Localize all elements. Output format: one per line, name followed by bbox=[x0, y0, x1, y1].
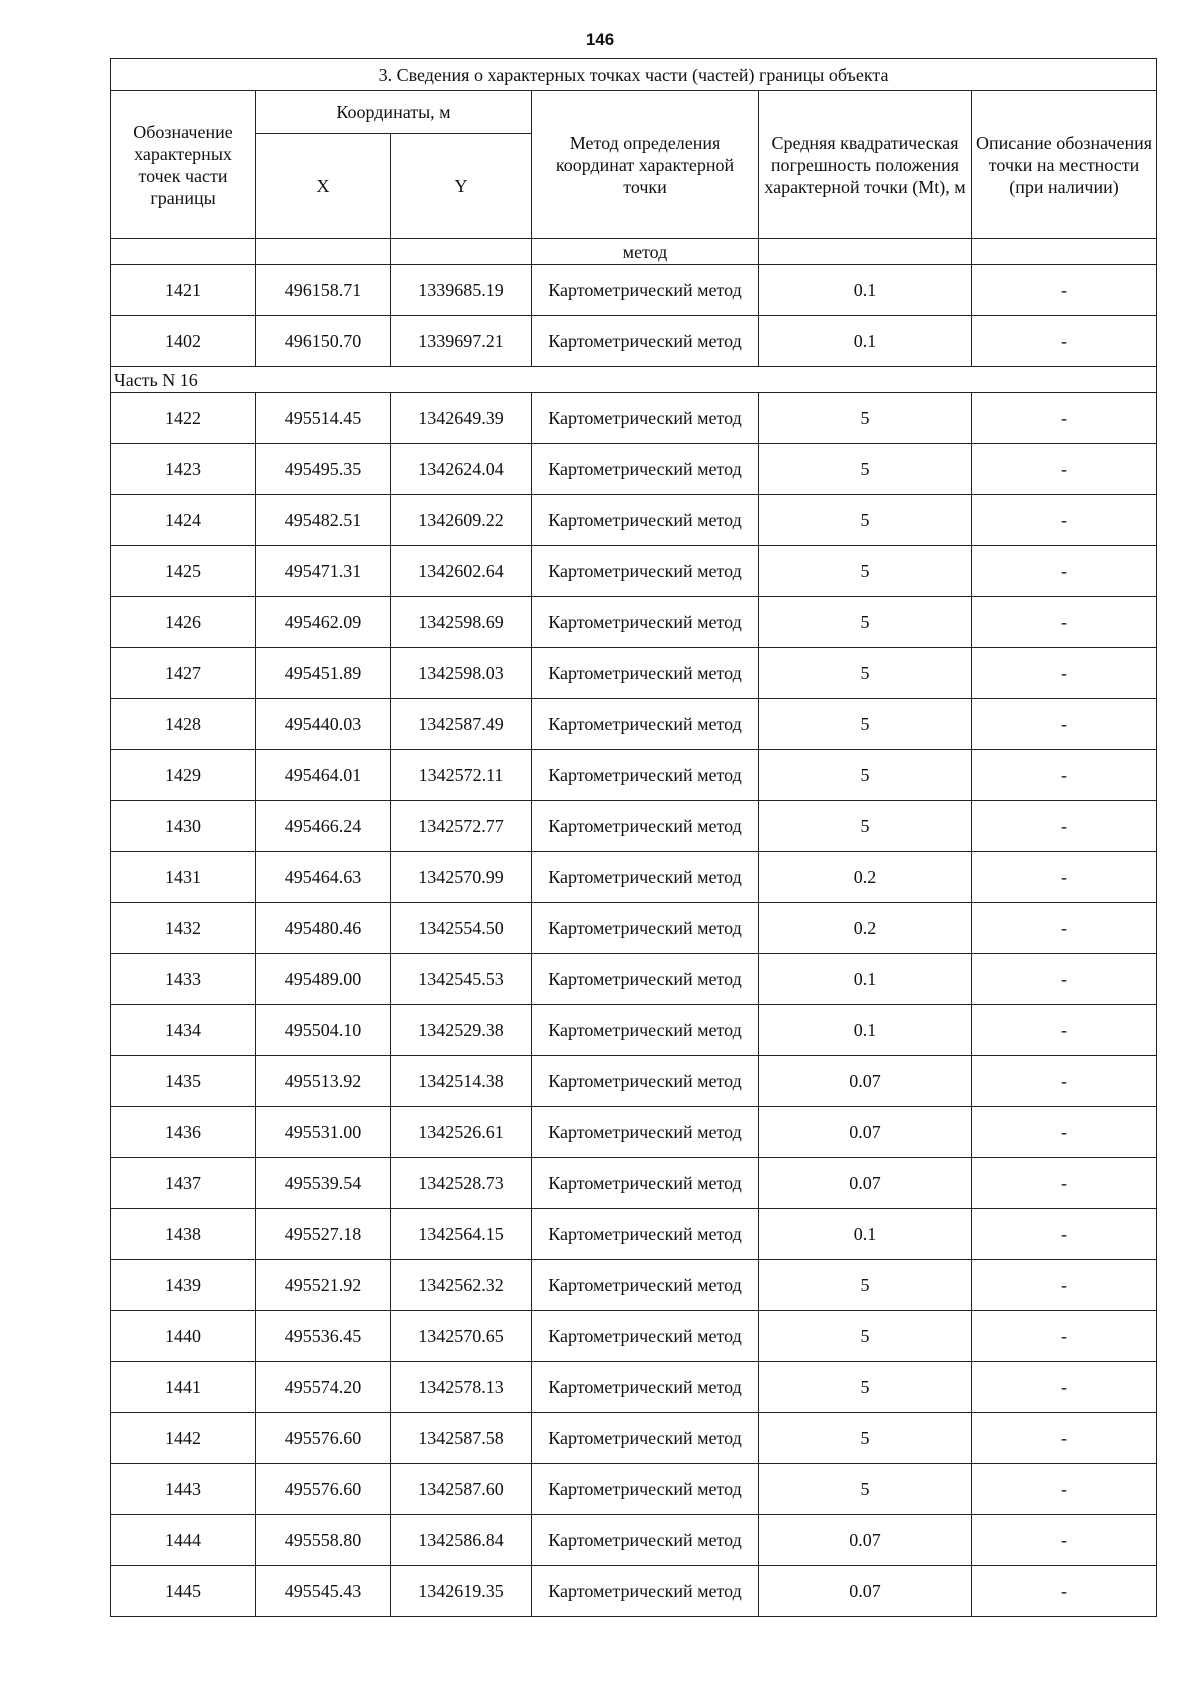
table-row bbox=[111, 1056, 1157, 1107]
cell-method: Картометрический метод bbox=[532, 801, 759, 852]
cell-x: 496150.70 bbox=[256, 316, 391, 367]
cell-method: Картометрический метод bbox=[532, 852, 759, 903]
continuation-row bbox=[111, 239, 1157, 265]
cell-y: 1342619.35 bbox=[391, 1566, 532, 1617]
cell-point: 1432 bbox=[111, 903, 256, 954]
cell-x: 495574.20 bbox=[256, 1362, 391, 1413]
cell-x: 495495.35 bbox=[256, 444, 391, 495]
cell-x: 495536.45 bbox=[256, 1311, 391, 1362]
table-row bbox=[111, 1362, 1157, 1413]
cell-description: - bbox=[972, 699, 1157, 750]
cell-description: - bbox=[972, 648, 1157, 699]
cell-x: 495480.46 bbox=[256, 903, 391, 954]
cell-method: Картометрический метод bbox=[532, 648, 759, 699]
cell-y: 1342598.03 bbox=[391, 648, 532, 699]
cell-y: 1342587.58 bbox=[391, 1413, 532, 1464]
cell-point: 1443 bbox=[111, 1464, 256, 1515]
cell-y: 1342578.13 bbox=[391, 1362, 532, 1413]
cell-x: 495531.00 bbox=[256, 1107, 391, 1158]
cell-description: - bbox=[972, 1260, 1157, 1311]
cell-method: Картометрический метод bbox=[532, 1413, 759, 1464]
cell-description: - bbox=[972, 1056, 1157, 1107]
cell-y: 1342586.84 bbox=[391, 1515, 532, 1566]
cell-y: 1342514.38 bbox=[391, 1056, 532, 1107]
table-row bbox=[111, 1566, 1157, 1617]
cell-x: 495464.63 bbox=[256, 852, 391, 903]
cell-y: 1342528.73 bbox=[391, 1158, 532, 1209]
cell-description: - bbox=[972, 265, 1157, 316]
table-row bbox=[111, 1413, 1157, 1464]
table-row bbox=[111, 393, 1157, 444]
cell-description: - bbox=[972, 597, 1157, 648]
cell-error: 0.07 bbox=[759, 1107, 972, 1158]
cell-y: 1342564.15 bbox=[391, 1209, 532, 1260]
cell-y: 1342570.99 bbox=[391, 852, 532, 903]
table-row bbox=[111, 1515, 1157, 1566]
cell-method: Картометрический метод bbox=[532, 444, 759, 495]
table-row bbox=[111, 1158, 1157, 1209]
cell-x: 495464.01 bbox=[256, 750, 391, 801]
table-header-row bbox=[111, 91, 1157, 134]
cell-x: 495576.60 bbox=[256, 1413, 391, 1464]
cell-x: 495521.92 bbox=[256, 1260, 391, 1311]
cell-description: - bbox=[972, 903, 1157, 954]
cell-error: 5 bbox=[759, 750, 972, 801]
cell-point: 1402 bbox=[111, 316, 256, 367]
cell-description: - bbox=[972, 444, 1157, 495]
cell-x: 495466.24 bbox=[256, 801, 391, 852]
cell-x: 496158.71 bbox=[256, 265, 391, 316]
cell-error: 0.07 bbox=[759, 1158, 972, 1209]
table-row bbox=[111, 852, 1157, 903]
cell-point: 1429 bbox=[111, 750, 256, 801]
cell-point: 1433 bbox=[111, 954, 256, 1005]
header-y: Y bbox=[391, 134, 532, 239]
cell-y: 1342572.77 bbox=[391, 801, 532, 852]
cell-error: 5 bbox=[759, 1260, 972, 1311]
cell-method: Картометрический метод bbox=[532, 1209, 759, 1260]
cell-y: 1342554.50 bbox=[391, 903, 532, 954]
table-row bbox=[111, 1107, 1157, 1158]
cell-description: - bbox=[972, 1311, 1157, 1362]
table-row bbox=[111, 954, 1157, 1005]
cell-method: Картометрический метод bbox=[532, 1515, 759, 1566]
table-row bbox=[111, 801, 1157, 852]
table-row bbox=[111, 1311, 1157, 1362]
table-row bbox=[111, 1005, 1157, 1056]
table-row bbox=[111, 750, 1157, 801]
cell-y: 1342609.22 bbox=[391, 495, 532, 546]
cell-y: 1342587.60 bbox=[391, 1464, 532, 1515]
cell-point: 1440 bbox=[111, 1311, 256, 1362]
cell-method: Картометрический метод bbox=[532, 1260, 759, 1311]
cell-method: Картометрический метод bbox=[532, 546, 759, 597]
cell-error: 5 bbox=[759, 495, 972, 546]
cell-description: - bbox=[972, 954, 1157, 1005]
cell-point: 1439 bbox=[111, 1260, 256, 1311]
cell-error: 5 bbox=[759, 1362, 972, 1413]
cell-x: 495558.80 bbox=[256, 1515, 391, 1566]
cell-y: 1342602.64 bbox=[391, 546, 532, 597]
cell-x: 495451.89 bbox=[256, 648, 391, 699]
cell-description: - bbox=[972, 1413, 1157, 1464]
cell-point: 1435 bbox=[111, 1056, 256, 1107]
table-row bbox=[111, 903, 1157, 954]
header-point: Обозначение характерных точек части границы bbox=[111, 91, 256, 239]
cell-method: Картометрический метод bbox=[532, 265, 759, 316]
cell-method: Картометрический метод bbox=[532, 393, 759, 444]
cell-point: 1441 bbox=[111, 1362, 256, 1413]
cell-y: 1342624.04 bbox=[391, 444, 532, 495]
cell-description: - bbox=[972, 495, 1157, 546]
cell-description: - bbox=[972, 1464, 1157, 1515]
cell-error: 0.2 bbox=[759, 903, 972, 954]
cell-error: 5 bbox=[759, 801, 972, 852]
cell-error: 5 bbox=[759, 699, 972, 750]
cell-y: 1342562.32 bbox=[391, 1260, 532, 1311]
cell-point: 1422 bbox=[111, 393, 256, 444]
cell-description: - bbox=[972, 1515, 1157, 1566]
cell-error: 0.07 bbox=[759, 1056, 972, 1107]
cell-description: - bbox=[972, 1362, 1157, 1413]
cell-method: Картометрический метод bbox=[532, 1566, 759, 1617]
cell-point: 1442 bbox=[111, 1413, 256, 1464]
cell-method: Картометрический метод bbox=[532, 1464, 759, 1515]
cell-point: 1428 bbox=[111, 699, 256, 750]
cell-x: 495576.60 bbox=[256, 1464, 391, 1515]
cell-x: 495514.45 bbox=[256, 393, 391, 444]
part-label-row bbox=[111, 367, 1157, 393]
cell-error: 5 bbox=[759, 1311, 972, 1362]
cell-point: 1427 bbox=[111, 648, 256, 699]
cell-y: 1342587.49 bbox=[391, 699, 532, 750]
table-row bbox=[111, 597, 1157, 648]
cell-description: - bbox=[972, 750, 1157, 801]
cell-point: 1436 bbox=[111, 1107, 256, 1158]
cell-y: 1339697.21 bbox=[391, 316, 532, 367]
cell-x: 495527.18 bbox=[256, 1209, 391, 1260]
cell-point: 1437 bbox=[111, 1158, 256, 1209]
cell-method: Картометрический метод bbox=[532, 750, 759, 801]
cell-x: 495539.54 bbox=[256, 1158, 391, 1209]
cell-y: 1342545.53 bbox=[391, 954, 532, 1005]
table-row bbox=[111, 1260, 1157, 1311]
cell-description: - bbox=[972, 852, 1157, 903]
cell-description: - bbox=[972, 1566, 1157, 1617]
cell-method: Картометрический метод bbox=[532, 597, 759, 648]
cell-method: Картометрический метод bbox=[532, 1107, 759, 1158]
cell-method: Картометрический метод bbox=[532, 1158, 759, 1209]
cell-method: Картометрический метод bbox=[532, 903, 759, 954]
cell-error: 0.1 bbox=[759, 954, 972, 1005]
header-error: Средняя квадратическая погрешность положения характерной точки (Mt), м bbox=[759, 91, 972, 239]
cell-point: 1424 bbox=[111, 495, 256, 546]
cell-method: Картометрический метод bbox=[532, 1056, 759, 1107]
cell-point: 1430 bbox=[111, 801, 256, 852]
cell-error: 0.1 bbox=[759, 316, 972, 367]
cell-point: 1434 bbox=[111, 1005, 256, 1056]
cell-error: 0.1 bbox=[759, 1005, 972, 1056]
boundary-points-table bbox=[110, 58, 1157, 1617]
header-description: Описание обозначения точки на местности (при наличии) bbox=[972, 91, 1157, 239]
header-coords: Координаты, м bbox=[256, 91, 532, 134]
cell-description: - bbox=[972, 393, 1157, 444]
table-caption: 3. Сведения о характерных точках части (частей) границы объекта bbox=[111, 59, 1157, 91]
cell-point: 1444 bbox=[111, 1515, 256, 1566]
cell-y: 1342598.69 bbox=[391, 597, 532, 648]
cell-x: 495440.03 bbox=[256, 699, 391, 750]
cell-x: 495504.10 bbox=[256, 1005, 391, 1056]
cell-method: Картометрический метод bbox=[532, 699, 759, 750]
cell-y: 1339685.19 bbox=[391, 265, 532, 316]
table-row bbox=[111, 1464, 1157, 1515]
table-row bbox=[111, 699, 1157, 750]
cell-point: 1426 bbox=[111, 597, 256, 648]
table-row bbox=[111, 546, 1157, 597]
cell-description: - bbox=[972, 1005, 1157, 1056]
cell-method: Картометрический метод bbox=[532, 495, 759, 546]
cell-y: 1342526.61 bbox=[391, 1107, 532, 1158]
cell-x: 495482.51 bbox=[256, 495, 391, 546]
cell-x: 495545.43 bbox=[256, 1566, 391, 1617]
header-method: Метод определения координат характерной точки bbox=[532, 91, 759, 239]
cell-y: 1342529.38 bbox=[391, 1005, 532, 1056]
cell-error: 5 bbox=[759, 1464, 972, 1515]
cell-point: 1423 bbox=[111, 444, 256, 495]
cell-error: 0.07 bbox=[759, 1515, 972, 1566]
cell-method: Картометрический метод bbox=[532, 1362, 759, 1413]
cell-description: - bbox=[972, 316, 1157, 367]
cell-description: - bbox=[972, 546, 1157, 597]
cell-error: 5 bbox=[759, 444, 972, 495]
continuation-method: метод bbox=[532, 239, 759, 265]
cell-x: 495462.09 bbox=[256, 597, 391, 648]
table-row bbox=[111, 1209, 1157, 1260]
cell-method: Картометрический метод bbox=[532, 316, 759, 367]
cell-error: 5 bbox=[759, 648, 972, 699]
page-number: 146 bbox=[585, 30, 615, 49]
part-label: Часть N 16 bbox=[111, 367, 1157, 393]
cell-error: 5 bbox=[759, 1413, 972, 1464]
cell-y: 1342649.39 bbox=[391, 393, 532, 444]
cell-error: 5 bbox=[759, 546, 972, 597]
cell-point: 1445 bbox=[111, 1566, 256, 1617]
cell-error: 0.1 bbox=[759, 265, 972, 316]
cell-description: - bbox=[972, 1209, 1157, 1260]
cell-method: Картометрический метод bbox=[532, 1311, 759, 1362]
cell-error: 5 bbox=[759, 597, 972, 648]
cell-error: 0.2 bbox=[759, 852, 972, 903]
table-row bbox=[111, 316, 1157, 367]
table-row bbox=[111, 648, 1157, 699]
cell-description: - bbox=[972, 1107, 1157, 1158]
cell-method: Картометрический метод bbox=[532, 1005, 759, 1056]
cell-y: 1342572.11 bbox=[391, 750, 532, 801]
cell-x: 495471.31 bbox=[256, 546, 391, 597]
cell-description: - bbox=[972, 1158, 1157, 1209]
cell-point: 1438 bbox=[111, 1209, 256, 1260]
cell-x: 495513.92 bbox=[256, 1056, 391, 1107]
cell-point: 1431 bbox=[111, 852, 256, 903]
table-caption-row bbox=[111, 59, 1157, 91]
header-x: X bbox=[256, 134, 391, 239]
cell-error: 0.1 bbox=[759, 1209, 972, 1260]
cell-point: 1425 bbox=[111, 546, 256, 597]
cell-x: 495489.00 bbox=[256, 954, 391, 1005]
cell-error: 5 bbox=[759, 393, 972, 444]
table-row bbox=[111, 444, 1157, 495]
table-row bbox=[111, 495, 1157, 546]
cell-description: - bbox=[972, 801, 1157, 852]
cell-method: Картометрический метод bbox=[532, 954, 759, 1005]
table-row bbox=[111, 265, 1157, 316]
cell-y: 1342570.65 bbox=[391, 1311, 532, 1362]
cell-point: 1421 bbox=[111, 265, 256, 316]
cell-error: 0.07 bbox=[759, 1566, 972, 1617]
